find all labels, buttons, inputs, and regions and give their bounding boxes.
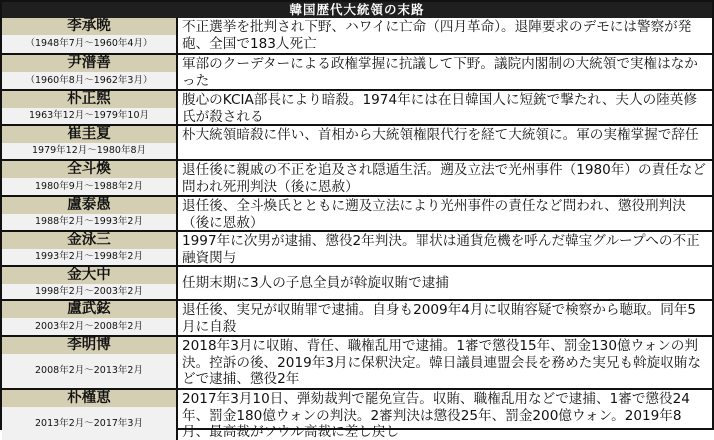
term-of-office: 1979年12月～1980年8月	[32, 145, 146, 156]
fate-description: 1997年に次男が逮捕、懲役2年判決。罪状は通貨危機を呼んだ韓宝グループへの不正融資関与	[182, 233, 700, 265]
president-cell	[2, 301, 178, 335]
fate-description: 任期末期に3人の子息全員が斡旋収賄で逮捕	[182, 275, 449, 292]
president-name: 朴槿恵	[2, 390, 176, 407]
president-name: 朴正煕	[2, 91, 176, 108]
table-row	[2, 299, 712, 335]
table-row	[2, 265, 712, 299]
fate-description: 不正選挙を批判され下野、ハワイに亡命（四月革命）。退陣要求のデモには警察が発砲、全国で183人死亡	[182, 19, 692, 52]
president-name: 盧泰愚	[2, 197, 176, 214]
president-cell	[2, 18, 178, 53]
fate-description: 朴大統領暗殺に伴い、首相から大統領権限代行を経て大統領に。軍の実権掌握で辞任	[182, 127, 699, 143]
term-of-office: 2003年2月～2008年2月	[35, 320, 143, 332]
president-cell	[2, 91, 178, 124]
president-cell	[2, 55, 178, 89]
term-of-office: 1963年12月～1979年10月	[28, 110, 150, 121]
table-title: 韓国歴代大統領の末路	[2, 2, 712, 18]
term-of-office: 1988年2月～1993年2月	[35, 216, 143, 227]
table-body	[2, 18, 712, 440]
president-cell	[2, 126, 178, 159]
term-of-office: 1998年2月～2003年2月	[35, 285, 143, 297]
president-name: 尹潽善	[2, 55, 176, 72]
president-name: 盧武鉉	[2, 301, 176, 318]
table-row	[2, 230, 712, 265]
president-name: 金大中	[2, 267, 176, 284]
table-row	[2, 89, 712, 124]
term-of-office: （1948年7月～1960年4月）	[25, 38, 153, 49]
table-row	[2, 124, 712, 159]
fate-description: 2018年3月に収賄、背任、職権乱用で逮捕。1審で懲役15年、罰金130億ウォンの判決。控訴の後、2019年3月に保釈決定。韓日議員連盟会長を務めた実兄も斡旋収賄などで逮捕、懲役2年	[182, 338, 702, 388]
table-row	[2, 18, 712, 53]
fate-description: 軍部のクーデターによる政権掌握に抗議して下野。議院内閣制の大統領で実権はなかった	[182, 56, 698, 89]
fate-description: 退任後、全斗煥氏とともに遡及立法により光州事件の責任など問われ、懲役刑判決（後に恩赦）	[182, 198, 686, 230]
president-cell	[2, 390, 178, 440]
term-of-office: 2013年2月～2017年3月	[35, 417, 143, 429]
fate-description: 腹心のKCIA部長により暗殺。1974年には在日韓国人に短銃で撃たれ、夫人の陸英修氏が殺される	[182, 92, 697, 124]
term-of-office: 1993年2月～1998年2月	[35, 251, 143, 262]
president-name: 金泳三	[2, 232, 176, 249]
president-cell	[2, 337, 178, 388]
table-row	[2, 53, 712, 89]
president-cell	[2, 232, 178, 265]
president-name: 全斗煥	[2, 161, 176, 178]
president-cell	[2, 267, 178, 299]
term-of-office: 1980年9月～1988年2月	[35, 180, 143, 192]
table-row	[2, 335, 712, 388]
term-of-office: （1960年8月～1962年3月）	[25, 74, 153, 86]
fate-description: 退任後に親戚の不正を追及され隠遁生活。遡及立法で光州事件（1980年）の責任など問われ死刑判決（後に恩赦）	[182, 162, 706, 195]
president-name: 李明博	[2, 337, 176, 354]
table-row	[2, 388, 712, 440]
fate-description: 2017年3月10日、弾劾裁判で罷免宣告。収賄、職権乱用などで逮捕、1審で懲役24年、罰金180億ウォンの判決。2審判決は懲役25年、罰金200億ウォン。2019年8月、最高裁がソウル高裁に差し戻し	[182, 391, 690, 440]
table-row	[2, 195, 712, 230]
term-of-office: 2008年2月～2013年2月	[35, 365, 143, 376]
fate-description: 退任後、実兄が収賄罪で逮捕。自身も2009年4月に収賄容疑で検察から聴取。同年5月に自殺	[182, 302, 697, 335]
president-cell	[2, 161, 178, 195]
table-row	[2, 159, 712, 195]
president-name: 李承晩	[2, 18, 176, 35]
president-cell	[2, 197, 178, 230]
president-name: 崔圭夏	[2, 126, 176, 143]
